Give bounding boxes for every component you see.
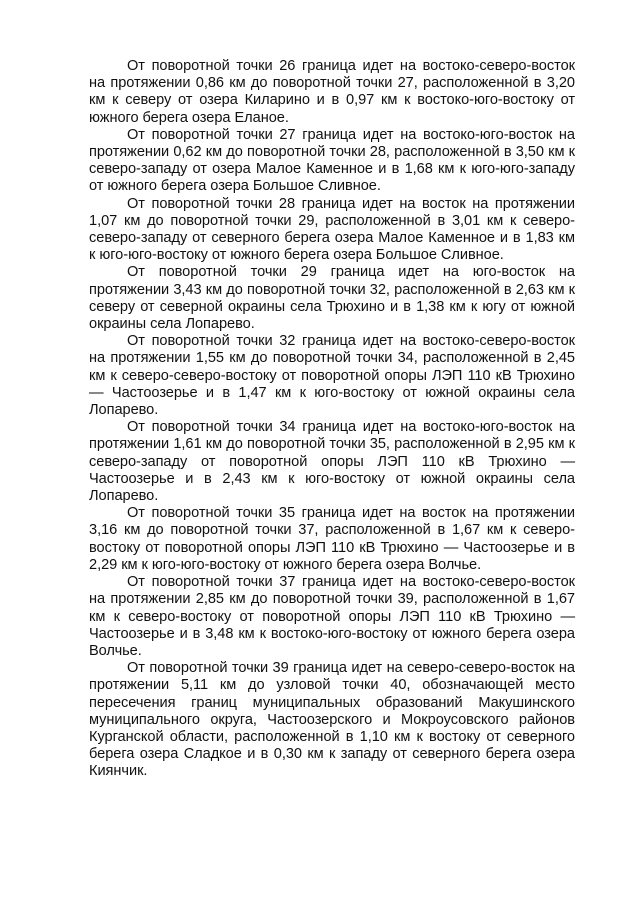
paragraph-turning-point-35: От поворотной точки 35 граница идет на восток на протяжении 3,16 км до поворотной точки 37, расположенной в 1,67 км к северо-востоку от поворотной опоры ЛЭП 110 кВ Трюхино — Частоозерье и в 2,29 км к юго-юго-востоку от южного берега озера Волчье. bbox=[89, 505, 575, 573]
paragraph-turning-point-27: От поворотной точки 27 граница идет на востоко-юго-восток на протяжении 0,62 км до поворотной точки 28, расположенной в 3,50 км к северо-западу от озера Малое Каменное и в 1,68 км к юго-юго-западу от южного берега озера Большое Сливное. bbox=[89, 126, 575, 195]
paragraph-turning-point-29: От поворотной точки 29 граница идет на юго-восток на протяжении 3,43 км до поворотной точки 32, расположенной в 2,63 км к северу от северной окраины села Трюхино и в 1,38 км к югу от южной окраины села Лопарево. bbox=[89, 264, 575, 333]
document-body bbox=[89, 58, 575, 781]
paragraph-turning-point-28: От поворотной точки 28 граница идет на восток на протяжении 1,07 км до поворотной точки 29, расположенной в 3,01 км к северо-северо-западу от северного берега озера Малое Каменное и в 1,83 км к юго-юго-востоку от южного берега озера Большое Сливное. bbox=[89, 195, 575, 264]
paragraph-turning-point-39: От поворотной точки 39 граница идет на северо-северо-восток на протяжении 5,11 км до узловой точки 40, обозначающей место пересечения границ муниципальных образований Макушинского муниципального округа, Частоозерского и Мокроусовского районов Курганской области, расположенной в 1,10 км к востоку от северного берега озера Сладкое и в 0,30 км к западу от северного берега озера Киянчик. bbox=[89, 660, 575, 780]
paragraph-turning-point-34: От поворотной точки 34 граница идет на востоко-юго-восток на протяжении 1,61 км до поворотной точки 35, расположенной в 2,95 км к северо-западу от поворотной опоры ЛЭП 110 кВ Трюхино — Частоозерье и в 2,43 км к юго-востоку от южной окраины села Лопарево. bbox=[89, 419, 575, 505]
paragraph-turning-point-26: От поворотной точки 26 граница идет на востоко-северо-восток на протяжении 0,86 км до поворотной точки 27, расположенной в 3,20 км к северу от озера Киларино и в 0,97 км к востоко-юго-востоку от южного берега озера Еланое. bbox=[89, 58, 575, 126]
paragraph-turning-point-32: От поворотной точки 32 граница идет на востоко-северо-восток на протяжении 1,55 км до поворотной точки 34, расположенной в 2,45 км к северо-северо-востоку от поворотной опоры ЛЭП 110 кВ Трюхино — Частоозерье и в 1,47 км к юго-востоку от южной окраины села Лопарево. bbox=[89, 333, 575, 419]
paragraph-turning-point-37: От поворотной точки 37 граница идет на востоко-северо-восток на протяжении 2,85 км до поворотной точки 39, расположенной в 1,67 км к северо-востоку от поворотной опоры ЛЭП 110 кВ Трюхино — Частоозерье и в 3,48 км к востоко-юго-востоку от южного берега озера Волчье. bbox=[89, 574, 575, 659]
